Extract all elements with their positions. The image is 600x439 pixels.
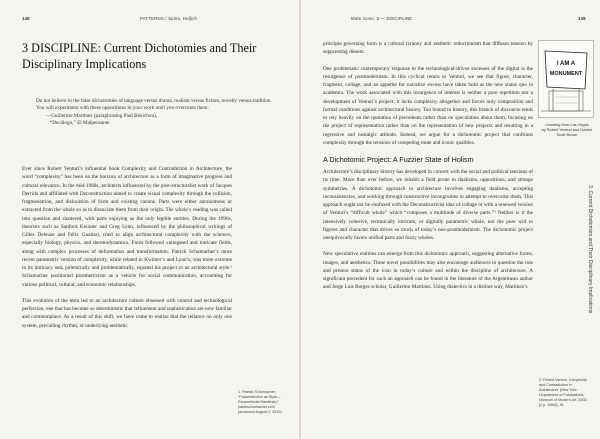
right-body-text xyxy=(323,40,533,300)
section-heading: A Dichotomic Project: A Fuzzier State of Holism xyxy=(323,155,474,164)
figure-illustration xyxy=(538,40,594,118)
epigraph-attribution: —Guillermo Martinez (paraphrasing Paul Bénichou), xyxy=(46,112,158,119)
figure-caption-authors: by Robert Venturi and Denise Scott Brown xyxy=(541,127,593,138)
page-number-left: 148 xyxy=(22,16,30,21)
sign-text-line1: I AM A xyxy=(556,61,576,67)
page-number-right: 149 xyxy=(578,16,586,21)
left-page xyxy=(0,0,299,439)
footnote-1: 1. Patrick Schumacher, “Parametricism as Style—Parametricist Manifesto,” patrikschumacher.com (accessed August 2, 2019). xyxy=(238,390,283,415)
paragraph: principle governing form is a cultural tyranny and aesthetic reductionism that diffuses tension by suppressing dissent. xyxy=(323,41,533,56)
epigraph xyxy=(36,98,281,128)
figure-caption xyxy=(539,122,595,137)
right-running-title: Mute icons: 3 — DISCIPLINE xyxy=(351,16,413,21)
epigraph-quote: Do not believe in the false dichotomies of language versus drama, realism versus fiction, novelty versus tradition. You will experiment with these oppositions in your work until you overcome them. xyxy=(36,98,272,112)
right-running-head xyxy=(578,16,586,21)
paragraph: This evolution of the term led to an architecture culture obsessed with control and technological perfection, one that has become so deterministic that refinement and sophistication are now familiar and commonplace. As a result of this shift, we have come to realize that the reliance on only one system, prevailing rhythm, or underlying aesthetic xyxy=(22,297,232,329)
monument-sketch xyxy=(539,41,593,117)
figure-caption-title: Learning from Las Vegas xyxy=(545,122,589,127)
left-running-head xyxy=(22,16,30,21)
sign-text-line2: MONUMENT xyxy=(549,71,583,77)
footnote-2: 2. Robert Venturi, Complexity and Contradiction in Architecture (New York: Department of Publications, Museum of Modern Art, 2002, [n.p. 1966]), 91. xyxy=(539,378,588,408)
paragraph: Architecture’s disciplinary history has developed in concert with the social and political tensions of its time. More than ever before, we inhabit a field prone to dualisms, oppositions, and strange symmetries. A dichotomic approach in architecture involves engaging dualisms, accepting inconsistencies, and working through constructive incongruities to attempt to overcome them. This approach ought not be confused with the Deconstructivist idea of collage or with a renewed version of Venturi’s “difficult whole” which “composes a multitude of diverse parts.”² Neither is it the intensively cohesive, tectonically intricate, or digitally parametric whole, nor the pure will to figures and character that drives so much of today’s neo-postmodernism. The dichotomic project unequivocally favors unified parts and fuzzy wholes. xyxy=(323,169,533,241)
chapter-side-tab: 3. Current Dichotomies and Their Disciplinary Implications xyxy=(587,185,593,314)
paragraph: Ever since Robert Venturi’s influential book Complexity and Contradiction in Architecture, the word “complexity” has been on the horizon of architecture as a form of imaginative progress and cultural relevance. In the mid-1980s, architects influenced by the post-structuralist work of Jacques Derrida and affiliated with Deconstruction aimed to create visual complexity through the collision, fragmentation, and dislocation of form and existing canons. Parts were either autonomous or extracted from the whole so as to dissociate them from their origin. The whole’s reading was called into question and shattered, with parts enjoying as the only legible entities. During the 1990s, theorists such as Sanford Kwinter and Greg Lynn, influenced by the philosophical writings of Gilles Deleuze and Félix Guattari, tried to align architectural complexity with the sciences, especially biology, physics, and thermodynamics. Form followed variegated and intricate fields, along with complex processes of deformation and transformation. Patrick Schumacher’s more recent parametric version of complexity, while related to Kwinter’s and Lynn’s, was more extreme in its intricacy and, polemically and problematically, equated his project to an architectural style.¹ Schumacher positioned parametricism as a vehicle for social communication, accounting for various political, cultural, and economic relationships. xyxy=(22,166,232,288)
paragraph: One problematic contemporary response to the technological-driven excesses of the digital is the resurgence of postmodernism. In this cyclical return to Venturi, we see that figure, character, fragment, collage, and an appetite for narrative excess have taken hold as the new status quo in academia. The work associated with this resurgence of interest is neither a pure repetition nor a development of Venturi’s project; it lacks complexity altogether and favors only composition and formal conditions against architectural history. Too bound to history, this branch of discourse tends to rely heavily on the quotation of precedents rather than on speculation about them, focusing on the project of representation rather than on the representation of new projects and resulting in a regressive and nostalgic attitude. Instead, we argue for a dichotomic project that confronts complexity through the tensions of competing mute and iconic qualities. xyxy=(323,65,533,146)
left-body-text xyxy=(22,165,232,338)
paragraph: New speculative realities can emerge from this dichotomic approach, suggesting alternative forms, images, and aesthetics. These novel possibilities may also encourage audiences to question the role and present status of the icon in today’s culture and within the discipline of architecture. A significant precedent for such an approach can be found in the literature of the Argentinean author and Jorge Luis Borges scholar, Guillermo Martinez. Using dialectics in a distinct way, Martinez’s xyxy=(323,251,533,291)
left-running-title: PATTERNS / Spina, Hulјich xyxy=(140,16,198,21)
chapter-title: 3 DISCIPLINE: Current Dichotomies and Their Disciplinary Implications xyxy=(22,41,257,71)
epigraph-source: “Decálogo,” El Malpensante xyxy=(50,120,110,127)
right-page xyxy=(301,0,600,439)
